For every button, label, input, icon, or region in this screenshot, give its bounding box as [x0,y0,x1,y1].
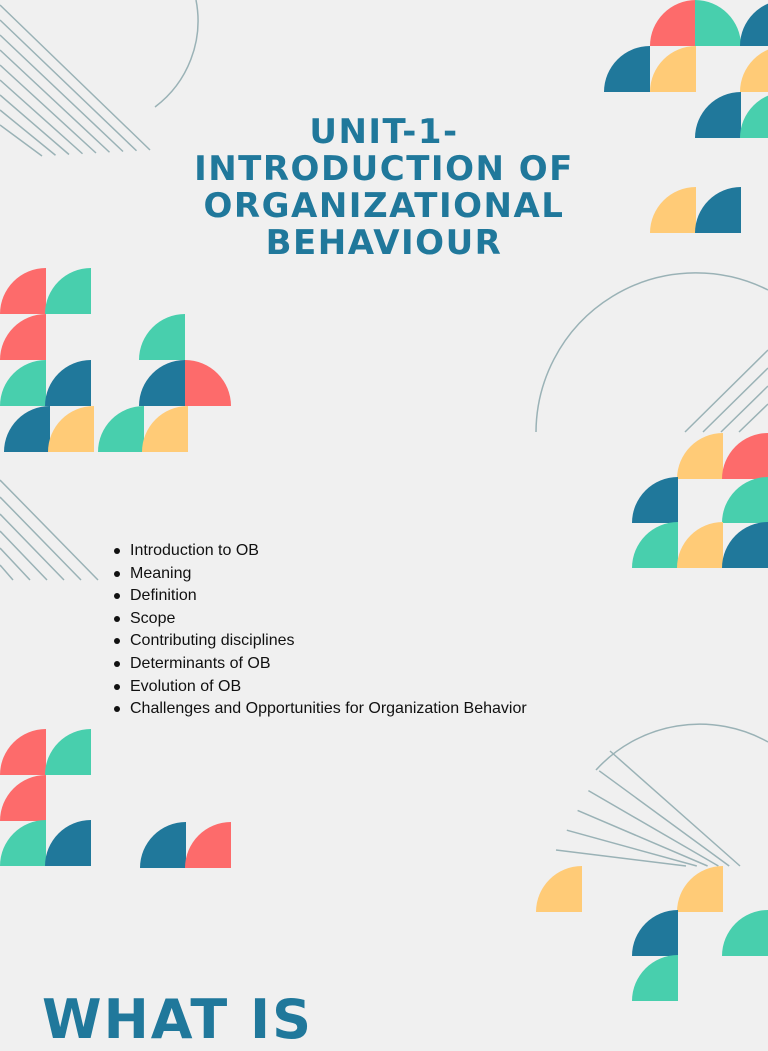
quarter-circle-tile [142,406,188,452]
list-item: Contributing disciplines [112,630,527,653]
list-item: Meaning [112,563,527,586]
quarter-circle-tile [632,477,678,523]
decorative-line [610,751,740,866]
decorative-line [703,368,768,432]
list-item: Definition [112,585,527,608]
quarter-circle-tile [98,406,144,452]
quarter-circle-tile [722,477,768,523]
quarter-circle-tile [185,360,231,406]
quarter-circle-tile [677,866,723,912]
list-item: Determinants of OB [112,653,527,676]
list-item: Scope [112,608,527,631]
quarter-circle-tile [632,910,678,956]
quarter-circle-tile [604,46,650,92]
quarter-circle-tile [0,314,46,360]
quarter-circle-tile [722,910,768,956]
quarter-circle-tile [632,955,678,1001]
quarter-circle-tile [139,360,185,406]
decorative-line [0,497,81,580]
quarter-circle-tile [185,822,231,868]
title-line: ORGANIZATIONAL [203,186,565,226]
quarter-circle-tile [0,360,46,406]
quarter-circle-tile [139,314,185,360]
quarter-circle-tile [0,775,46,821]
quarter-circle-tile [45,820,91,866]
quarter-circle-tile [677,522,723,568]
decorative-line [0,514,64,580]
quarter-circle-tile [0,729,46,775]
quarter-circle-tile [632,522,678,568]
quarter-circle-tile [0,268,46,314]
list-item: Challenges and Opportunities for Organization Behavior [112,698,527,721]
list-item: Introduction to OB [112,540,527,563]
quarter-circle-tile [45,268,91,314]
list-item: Evolution of OB [112,676,527,699]
quarter-circle-tile [45,360,91,406]
quarter-circle-tile [45,729,91,775]
quarter-circle-tile [677,433,723,479]
decorative-line [685,350,768,432]
quarter-circle-tile [4,406,50,452]
quarter-circle-tile [722,522,768,568]
quarter-circle-tile [722,433,768,479]
quarter-circle-tile [48,406,94,452]
decorative-line [739,404,768,432]
topic-list [112,540,527,721]
next-slide-title: WHAT IS [42,988,313,1051]
quarter-circle-tile [650,0,696,46]
quarter-circle-tile [695,0,741,46]
page-title [0,114,768,262]
quarter-circle-tile [0,820,46,866]
decorative-line [599,771,729,866]
quarter-circle-tile [536,866,582,912]
decorative-line [0,565,13,580]
quarter-circle-tile [740,46,768,92]
decorative-line [721,386,768,432]
quarter-circle-tile [140,822,186,868]
decorative-line [596,724,768,770]
title-line: BEHAVIOUR [265,223,503,263]
decorative-line [0,548,30,580]
decorative-line [155,0,198,107]
decorative-line [536,273,768,432]
quarter-circle-tile [740,0,768,46]
title-line: UNIT-1- [309,112,459,152]
quarter-circle-tile [650,46,696,92]
decorative-line [567,830,697,866]
title-line: INTRODUCTION OF [194,149,574,189]
